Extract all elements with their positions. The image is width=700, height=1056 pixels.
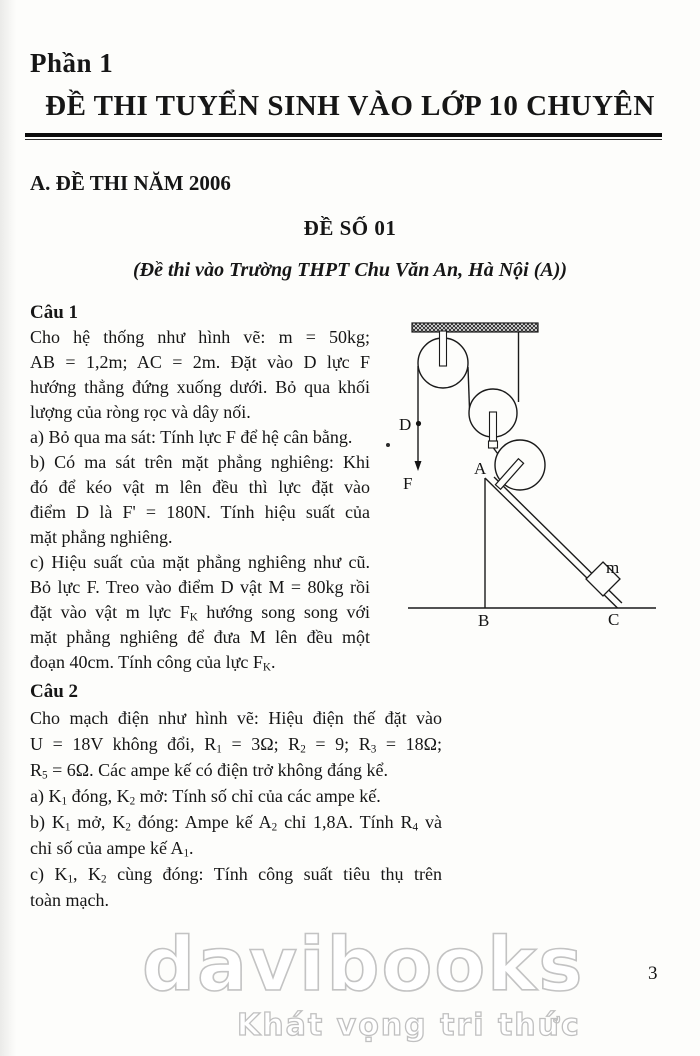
problem-1-part-b-line: điểm D là F' = 180N. Tính hiệu suất của <box>30 502 370 522</box>
fixed-pulley-axle <box>440 331 447 366</box>
part-label: Phần 1 <box>30 48 114 78</box>
label-A: A <box>474 459 487 478</box>
label-C: C <box>608 610 620 629</box>
problem-2-part-c-line: c) $K_1$, $K_2$ cùng đóng: Tính công suất tiêu thụ trên <box>30 864 443 886</box>
problem-2 <box>30 679 442 913</box>
problem-2-intro-line: U = 18V không đổi, $R_1 = 3\Omega$; $R_2 = 9$; $R_3 = 18\Omega$; <box>30 734 442 756</box>
problem-1-part-a: a) Bỏ qua ma sát: Tính lực F để hệ cân bằng. <box>30 427 353 447</box>
label-B: B <box>478 611 490 630</box>
label-D: D <box>399 415 412 434</box>
page-title: ĐỀ THI TUYỂN SINH VÀO LỚP 10 CHUYÊN <box>45 90 655 122</box>
problem-1-part-b-line: mặt phẳng nghiêng. <box>30 527 173 547</box>
movable-pulley-hook <box>489 441 498 448</box>
movable-pulley-axle <box>490 412 497 441</box>
problem-2-label: Câu 2 <box>30 681 79 702</box>
problem-1-part-b-line: đó để kéo vật m lên đều thì lực đặt vào <box>30 477 370 497</box>
problem-1-part-c-line: đặt vào vật m lực $F_K$ hướng song song với <box>30 602 370 624</box>
page-number: 3 <box>648 963 658 984</box>
problem-1-intro-line: lượng của ròng rọc và dây nối. <box>30 402 251 422</box>
problem-1-part-c-line: Bỏ lực F. Treo vào điểm D vật M = 80kg rồi <box>30 577 370 597</box>
problem-1-intro-line: AB = 1,2m; AC = 2m. Đặt vào D lực F <box>30 352 370 372</box>
problem-2-part-c-line: toàn mạch. <box>30 890 109 910</box>
scan-edge-shadow <box>0 0 16 1056</box>
exam-number-heading: ĐỀ SỐ 01 <box>303 216 397 240</box>
stray-ink-dot <box>386 443 390 447</box>
label-F: F <box>403 474 413 493</box>
problem-1-part-b-line: b) Có ma sát trên mặt phẳng nghiêng: Khi <box>30 452 370 472</box>
problem-1-label: Câu 1 <box>30 302 79 323</box>
ceiling-bar <box>412 323 538 332</box>
problem-2-part-a: a) $K_1$ đóng, $K_2$ mở: Tính số chỉ của các ampe kế. <box>30 786 381 808</box>
label-m: m <box>606 558 620 577</box>
problem-1-part-c-line: c) Hiệu suất của mặt phẳng nghiêng như cũ. <box>30 552 370 572</box>
problem-1-intro-line: Cho hệ thống như hình vẽ: m = 50kg; <box>30 327 370 347</box>
watermark-logo: davibooks <box>142 922 585 1008</box>
force-F-arrowhead <box>415 461 422 471</box>
section-year-heading: A. ĐỀ THI NĂM 2006 <box>30 171 231 195</box>
problem-2-part-b-line: b) $K_1$ mở, $K_2$ đóng: Ampe kế $A_2$ chỉ 1,8A. Tính $R_4$ và <box>30 812 442 834</box>
watermark-slogan: Khát vọng tri thức <box>237 1008 581 1043</box>
problem-2-part-b-line: chỉ số của ampe kế $A_1$. <box>30 838 194 860</box>
exam-source-line: (Đề thi vào Trường THPT Chu Văn An, Hà Nội (A)) <box>132 259 568 281</box>
point-D-dot <box>416 421 421 426</box>
problem-1-intro-line: hướng thẳng đứng xuống dưới. Bỏ qua khối <box>30 377 370 397</box>
problem-1 <box>30 300 370 675</box>
title-double-rule <box>25 133 662 140</box>
problem-2-intro-line: $R_5 = 6\Omega$. Các ampe kế có điện trở không đáng kể. <box>30 760 389 782</box>
problem-1-part-c-line: đoạn 40cm. Tính công của lực $F_K$. <box>30 652 276 674</box>
rope-middle <box>468 367 470 409</box>
problem-2-intro-line: Cho mạch điện như hình vẽ: Hiệu điện thế đặt vào <box>30 708 442 728</box>
problem-1-part-c-line: mặt phẳng nghiêng để đưa M lên đều một <box>30 627 370 647</box>
problem-1-figure <box>395 315 670 640</box>
